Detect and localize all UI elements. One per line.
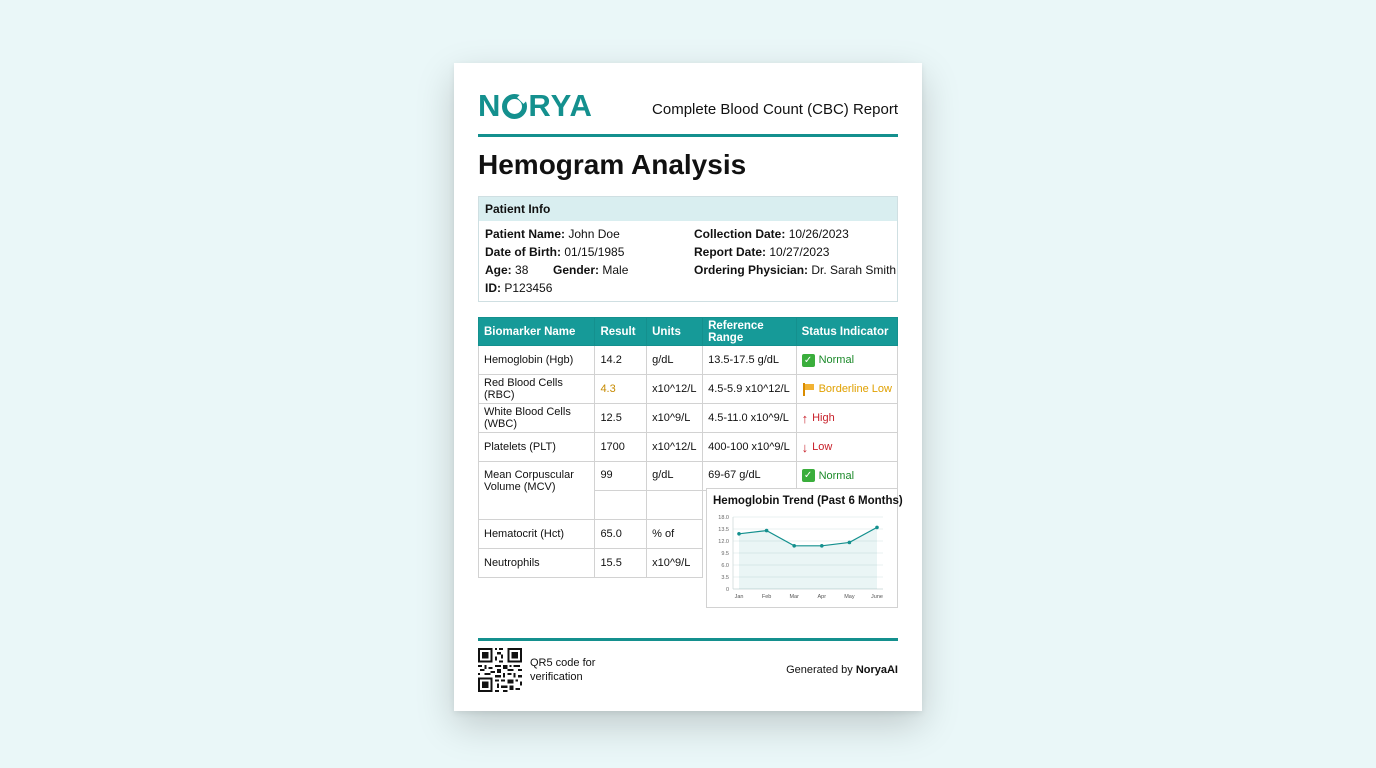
patient-name-label: Patient Name: [485,227,566,241]
biomarker-name: Hematocrit (Hct) [479,520,595,549]
table-row [479,375,898,404]
table-header-row [479,318,898,346]
y-tick-label: 18.0 [718,515,729,521]
age-row [485,263,528,277]
patient-id-label: ID: [485,281,501,295]
table-row [479,462,898,491]
x-tick-label: June [871,594,883,600]
generated-by [786,664,898,676]
data-point [792,544,796,548]
gender-value: Male [602,263,629,277]
column-header: Status Indicator [796,318,897,346]
collection-date-row [694,227,849,241]
chart-title: Hemoglobin Trend (Past 6 Months) [713,495,903,507]
biomarker-name: Hemoglobin (Hgb) [479,346,595,375]
y-tick-label: 3.5 [721,575,729,581]
biomarker-units: g/dL [647,346,703,375]
arrow-up-icon: ↑ [801,410,809,426]
empty-cell [595,491,647,520]
generated-prefix: Generated by [786,664,853,676]
collection-date-label: Collection Date: [694,227,786,241]
status-indicator [802,441,892,454]
report-header [478,89,898,125]
biomarker-range: 400-100 x10^9/L [703,433,797,462]
logo-text-right: RYA [528,88,593,123]
chart-canvas [707,489,899,609]
biomarker-units: g/dL [647,462,703,491]
patient-name-value: John Doe [568,227,620,241]
physician-label: Ordering Physician: [694,263,809,277]
y-tick-label: 9.5 [721,551,729,557]
biomarker-result: 12.5 [595,404,647,433]
biomarker-result: 65.0 [595,520,647,549]
logo-ring-icon [502,94,527,119]
biomarker-units: x10^12/L [647,375,703,404]
report-date-label: Report Date: [694,245,767,259]
collection-date-value: 10/26/2023 [788,227,849,241]
biomarker-name: Platelets (PLT) [479,433,595,462]
status-cell [796,404,897,433]
x-tick-label: Feb [761,594,772,600]
biomarker-name: Red Blood Cells (RBC) [479,375,595,404]
generated-brand: NoryaAI [855,664,898,676]
status-indicator [802,383,892,396]
page-title: Hemogram Analysis [478,149,747,180]
biomarker-units: x10^9/L [647,549,703,578]
dob-value: 01/15/1985 [564,245,625,259]
data-point [875,526,879,530]
patient-name-row [485,227,620,241]
arrow-down-icon: ↓ [801,439,809,455]
gender-label: Gender: [553,263,600,277]
biomarker-result: 14.2 [595,346,647,375]
qr-caption: QR5 code for verification [530,657,596,683]
table-row [479,404,898,433]
y-tick-label: 6.0 [721,563,729,569]
biomarker-units: x10^9/L [647,404,703,433]
report-date-value: 10/27/2023 [769,245,830,259]
data-point [737,532,741,536]
status-label: Low [812,441,833,453]
column-header: Units [647,318,703,346]
biomarker-result: 15.5 [595,549,647,578]
patient-id-value: P123456 [504,281,553,295]
status-label: Borderline Low [818,383,892,395]
status-indicator [802,412,892,425]
hemoglobin-trend-chart [706,488,903,608]
y-tick-label: 12.0 [718,539,729,545]
patient-info-heading: Patient Info [479,197,897,221]
data-point [848,541,852,545]
check-icon: ✓ [802,354,815,367]
biomarker-name: Mean Corpuscular Volume (MCV) [479,462,595,520]
x-tick-label: May [844,594,855,600]
patient-id-row [485,281,552,295]
biomarker-range: 69-67 g/dL [703,462,797,491]
norya-logo [478,89,593,123]
age-value: 38 [515,263,529,277]
dob-label: Date of Birth: [485,245,561,259]
biomarker-result: 1700 [595,433,647,462]
data-point [765,529,769,533]
status-cell [796,433,897,462]
check-icon: ✓ [802,469,815,482]
status-cell [796,462,897,491]
x-tick-label: Apr [817,594,827,600]
physician-value: Dr. Sarah Smith [811,263,897,277]
biomarker-range: 4.5-11.0 x10^9/L [703,404,797,433]
y-tick-label: 0 [725,587,729,593]
data-point [820,544,824,548]
table-row [479,346,898,375]
column-header: Reference Range [703,318,797,346]
status-indicator [802,469,892,482]
column-header: Biomarker Name [479,318,595,346]
biomarker-range: 4.5-5.9 x10^12/L [703,375,797,404]
header-divider [478,134,898,137]
status-cell [796,375,897,404]
report-page [454,63,922,711]
footer-divider [478,638,898,641]
status-indicator [802,354,892,367]
age-label: Age: [485,263,512,277]
dob-row [485,245,624,259]
logo-text-left: N [478,88,502,123]
x-tick-label: Jan [734,594,744,600]
table-row [479,433,898,462]
biomarker-name: Neutrophils [479,549,595,578]
biomarker-result: 99 [595,462,647,491]
biomarker-name: White Blood Cells (WBC) [479,404,595,433]
status-label: Normal [818,469,855,482]
status-cell [796,346,897,375]
status-label: High [812,412,835,424]
gender-row [553,263,628,277]
physician-row [694,263,896,277]
report-type-title: Complete Blood Count (CBC) Report [652,101,898,118]
y-tick-label: 13.5 [718,527,729,533]
flag-icon [802,383,815,396]
column-header: Result [595,318,647,346]
trend-area [739,527,877,589]
patient-info-box [478,196,898,302]
biomarker-units: x10^12/L [647,433,703,462]
qr-code-icon [478,648,522,692]
biomarker-range: 13.5-17.5 g/dL [703,346,797,375]
empty-cell [647,491,703,520]
biomarker-units: % of [647,520,703,549]
x-tick-label: Mar [789,594,799,600]
report-date-row [694,245,829,259]
biomarker-result: 4.3 [595,375,647,404]
status-label: Normal [818,354,855,366]
